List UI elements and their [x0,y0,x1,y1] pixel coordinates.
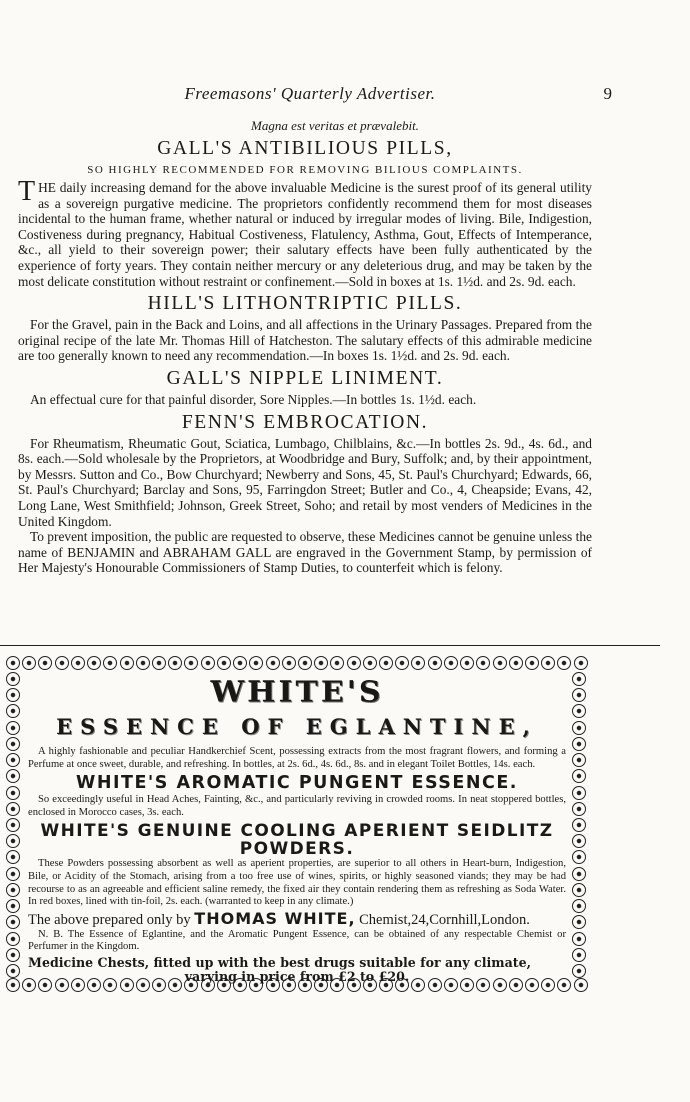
ornament-icon [6,948,20,962]
ornament-border-top [6,656,588,672]
ornament-icon [6,818,20,832]
embrocation-title: FENN'S EMBROCATION. [181,411,429,433]
availability-note: N. B. The Essence of Eglantine, and the Aromatic Pungent Essence, can be obtained of any respectable Chemist or Perfumer in the Kingdom. [28,928,566,953]
ornament-icon [6,721,20,735]
ornament-icon [22,656,36,670]
ornament-icon [541,656,555,670]
ornament-icon [572,753,586,767]
ornament-icon [572,948,586,962]
running-title: Freemasons' Quarterly Advertiser. [184,84,436,103]
ornament-icon [168,656,182,670]
ad-subtitle: ESSENCE OF EGLANTINE, [56,714,538,739]
ornament-icon [572,721,586,735]
medicine-chests-line-1: Medicine Chests, fitted up with the best drugs suitable for any climate, [28,954,531,970]
ornament-icon [572,704,586,718]
ornament-icon [6,978,20,992]
ornament-icon [572,883,586,897]
eglantine-description: A highly fashionable and peculiar Handkerchief Scent, possessing extracts from the most fragrant flowers, and forming a Perfume at once sweet, durable, and refreshing. In bottles, at 2s. 6d., 4s. 6d., 8s. and in elegant Toilet Bottles, 14s. each. [28,746,566,770]
ornament-icon [6,899,20,913]
ornament-icon [6,802,20,816]
hills-pills-body: For the Gravel, pain in the Back and Loins, and all affections in the Urinary Passages. Prepared from the original recipe of the late Mr. Thomas Hill of Hatcheston. The salutary effects of this admirable medicine are too generally known to need any recommendation.—In boxes 1s. 1½d. and 2s. 9d. each. [18,317,592,364]
ornament-icon [493,656,507,670]
ornament-icon [314,656,328,670]
ornament-border-left [6,672,22,978]
liniment-section [18,368,592,408]
seidlitz-description: These Powders possessing absorbent as well as aperient properties, are superior to all others in Heart-burn, Indigestion, Bile, or Acidity of the Stomach, arising from a too free use of wines, spirits, or highly seasoned viands; they may be had recourse to as an agreeable and efficient saline remedy, the fixed air they contain rendering them as refreshing as Soda Water. In red boxes, lined with tin-foil, 2s. each. (warranted to keep in any climate.) [28,858,566,908]
ornament-icon [249,656,263,670]
ornament-icon [572,769,586,783]
ornament-icon [574,978,588,992]
ornament-icon [6,932,20,946]
seidlitz-title: WHITE'S GENUINE COOLING APERIENT SEIDLITZ POWDERS. [40,821,554,860]
ornament-icon [6,834,20,848]
ornament-icon [282,656,296,670]
ornament-icon [120,656,134,670]
ornament-icon [572,802,586,816]
page-number: 9 [603,84,612,103]
proprietor-name: THOMAS WHITE, [194,908,356,928]
ornament-icon [152,656,166,670]
ornament-icon [136,656,150,670]
ornament-icon [6,850,20,864]
ornament-icon [557,656,571,670]
ornament-icon [572,672,586,686]
ornament-icon [476,656,490,670]
ornament-icon [6,688,20,702]
medicine-chests [28,956,566,984]
ornament-icon [509,656,523,670]
ornament-icon [572,786,586,800]
ad-title: WHITE'S [210,675,384,710]
ornament-icon [572,818,586,832]
ornament-icon [6,656,20,670]
ornament-icon [411,656,425,670]
section-divider [0,645,660,646]
ornament-icon [444,656,458,670]
ornament-icon [6,786,20,800]
medicine-chests-line-2: varying in price from £2 to £20. [184,968,410,984]
ornament-icon [572,688,586,702]
ornament-icon [572,932,586,946]
ornament-icon [6,915,20,929]
ornament-icon [266,656,280,670]
ornament-icon [6,672,20,686]
ornament-icon [428,656,442,670]
ornament-icon [347,656,361,670]
galls-pills-text: HE daily increasing demand for the above invaluable Medicine is the surest proof of its general utility as a sovereign purgative medicine. The proprietors confidently recommend them for most diseases incidental to the human frame, whether natural or induced by irregular modes of living. Bile, Indigestion, Costiveness during pregnancy, Habitual Costiveness, Flatulency, Asthma, Gout, Effects of Intemperance, &c., all yield to their sovereign power; their salutary effects have been fully authenticated by the experience of forty years. They contain neither mercury or any deleterious drug, and may be taken by the most delicate constitution without restraint or confinement.—Sold in boxes at 1s. 1½d. and 2s. 9d. each. [18,180,592,289]
ornament-icon [572,964,586,978]
hills-pills-section [18,293,592,364]
ornament-icon [6,769,20,783]
ornament-icon [55,656,69,670]
liniment-title: GALL'S NIPPLE LINIMENT. [166,367,444,389]
ornament-icon [217,656,231,670]
ornament-icon [572,834,586,848]
ornament-icon [572,899,586,913]
galls-pills-body [18,176,592,289]
ornament-icon [572,850,586,864]
ornament-icon [6,964,20,978]
ad-content [28,676,566,984]
ornament-icon [574,656,588,670]
drop-cap: T [18,176,36,207]
ornament-icon [572,915,586,929]
aromatic-essence-description: So exceedingly useful in Head Aches, Fainting, &c., and particularly reviving in crowded rooms. In neat stoppered bottles, enclosed in Morocco cases, 3s. each. [28,794,566,818]
ornament-border-right [572,672,588,978]
ornament-icon [298,656,312,670]
galls-pills-subtitle: SO HIGHLY RECOMMENDED FOR REMOVING BILIOUS COMPLAINTS. [87,164,523,176]
ornament-icon [395,656,409,670]
ornament-icon [71,656,85,670]
liniment-body: An effectual cure for that painful disorder, Sore Nipples.—In bottles 1s. 1½d. each. [30,391,477,407]
ornament-icon [460,656,474,670]
embrocation-body: For Rheumatism, Rheumatic Gout, Sciatica, Lumbago, Chilblains, &c.—In bottles 2s. 9d., 4s. 6d., and 8s. each.—Sold wholesale by the Proprietors, at Woodbridge and Bury, Suffolk; and, by their appointment, by Messrs. Sutton and Co., Bow Churchyard; Newberry and Sons, 45, St. Paul's Churchyard; Edwards, 66, St. Paul's Churchyard; Barclay and Sons, 95, Farringdon Street; Butler and Co., 4, Cheapside; Evans, 42, Long Lane, West Smithfield; Johnson, Greek Street, Soho; and retail by most venders of Medicines in the United Kingdom. [18,435,592,529]
proprietor-line [28,910,566,929]
running-head [20,84,612,106]
aromatic-essence-title: WHITE'S AROMATIC PUNGENT ESSENCE. [76,773,518,794]
ornament-icon [6,753,20,767]
main-column [18,118,592,576]
ornament-icon [6,883,20,897]
ornament-icon [6,867,20,881]
ornament-icon [103,656,117,670]
embrocation-section [18,412,592,576]
whites-advertisement [6,656,588,994]
ornament-icon [38,656,52,670]
ornament-icon [572,867,586,881]
ornament-icon [87,656,101,670]
embrocation-notice: To prevent imposition, the public are requested to observe, these Medicines cannot be genuine unless the name of BENJAMIN and ABRAHAM GALL are engraved in the Government Stamp, by permission of Her Majesty's Honourable Commissioners of Stamp Duties, to counterfeit which is felony. [18,529,592,576]
motto: Magna est veritas et prævalebit. [251,118,419,133]
ornament-icon [572,737,586,751]
prepared-prefix: The above prepared only by [28,911,191,928]
ornament-icon [201,656,215,670]
ornament-icon [6,737,20,751]
hills-pills-title: HILL'S LITHONTRIPTIC PILLS. [147,293,463,315]
ornament-icon [184,656,198,670]
ornament-icon [233,656,247,670]
proprietor-address: Chemist,24,Cornhill,London. [359,911,530,928]
galls-pills-section [18,138,592,289]
galls-pills-title: GALL'S ANTIBILIOUS PILLS, [157,138,453,159]
ornament-icon [6,704,20,718]
ornament-icon [363,656,377,670]
ornament-icon [379,656,393,670]
ornament-icon [525,656,539,670]
ornament-icon [330,656,344,670]
